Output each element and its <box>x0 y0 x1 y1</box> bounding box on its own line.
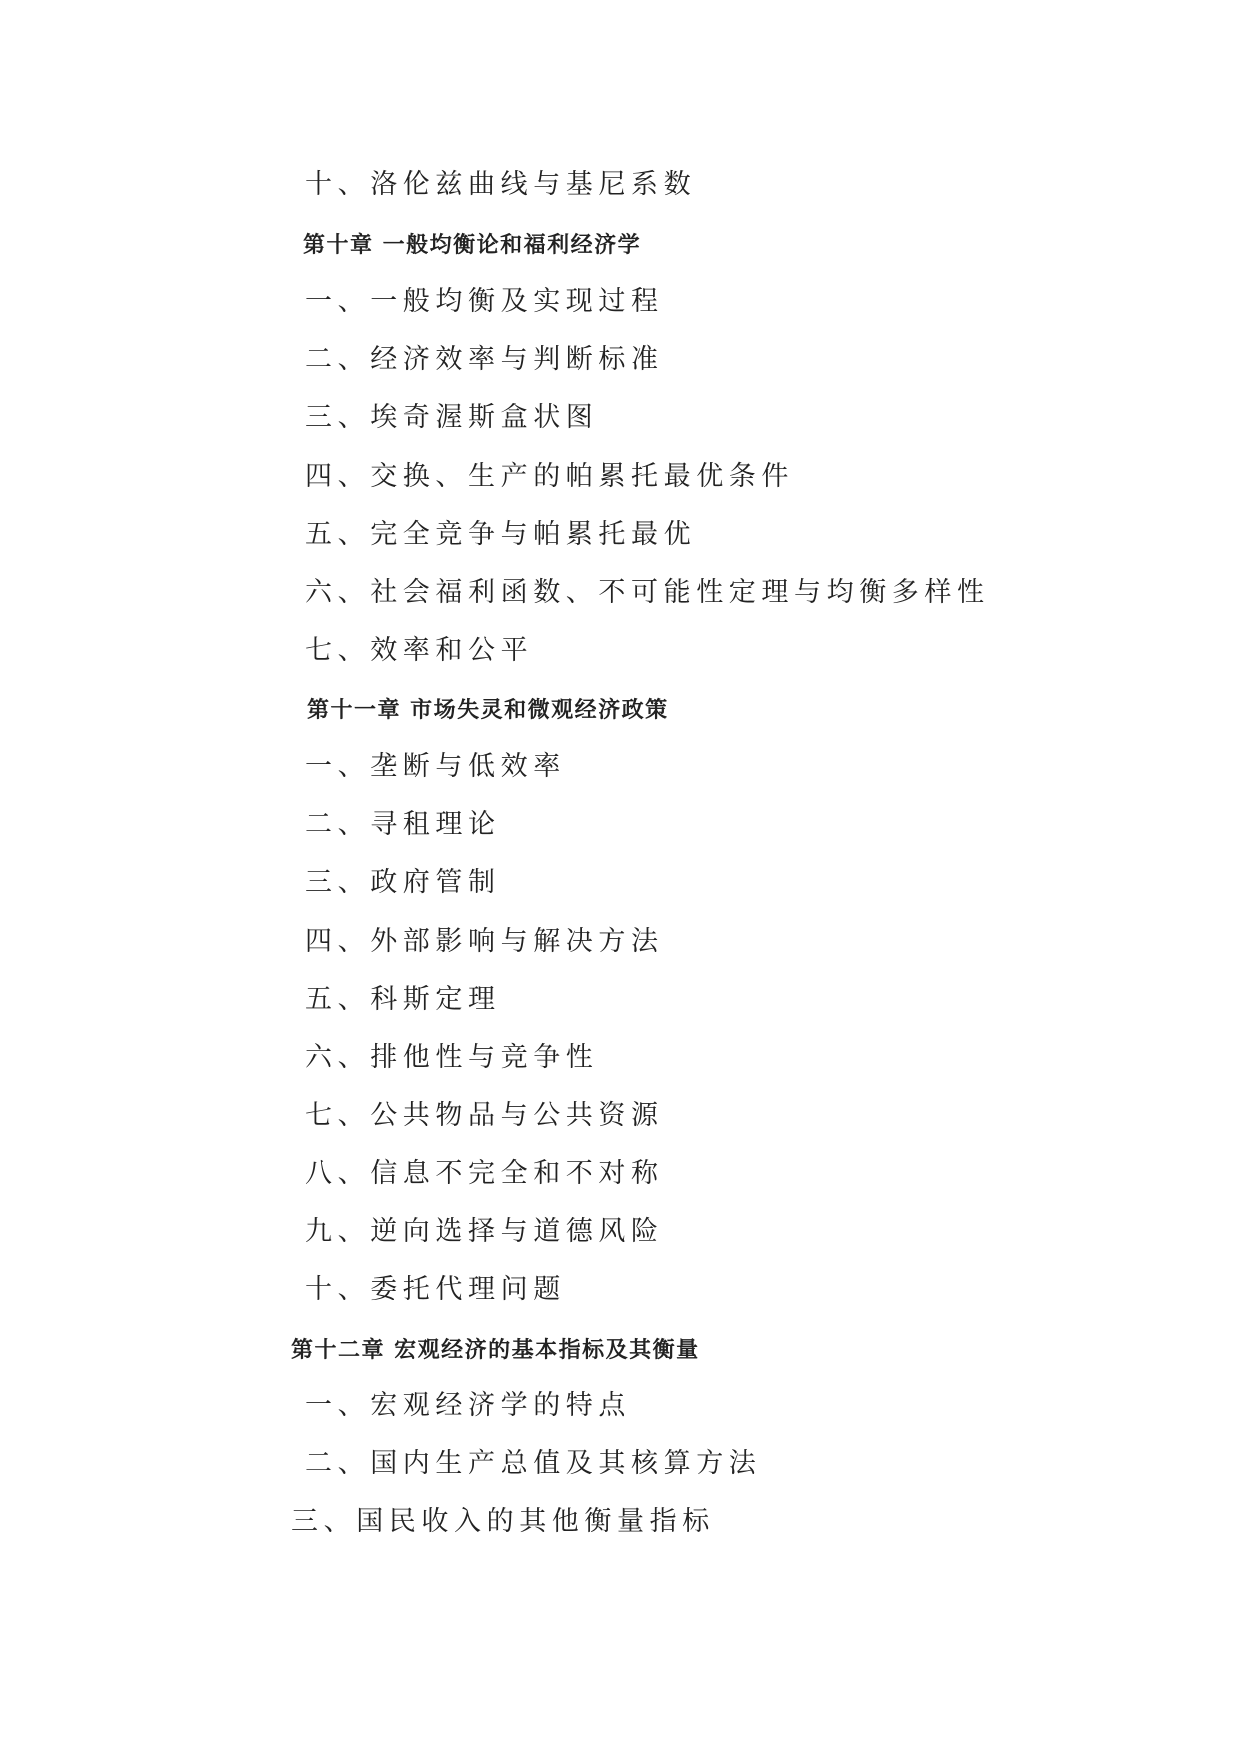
toc-item: 六、社会福利函数、不可能性定理与均衡多样性 <box>305 577 990 608</box>
toc-item: 三、国民收入的其他衡量指标 <box>291 1506 715 1537</box>
toc-item: 七、效率和公平 <box>305 635 534 666</box>
toc-item: 三、埃奇渥斯盒状图 <box>305 402 599 433</box>
toc-item: 五、科斯定理 <box>305 984 501 1015</box>
toc-item: 一、一般均衡及实现过程 <box>305 286 664 317</box>
chapter-heading: 第十一章 市场失灵和微观经济政策 <box>307 697 669 723</box>
toc-item: 五、完全竞争与帕累托最优 <box>305 519 697 550</box>
toc-item: 七、公共物品与公共资源 <box>305 1100 664 1131</box>
toc-item: 一、垄断与低效率 <box>305 751 566 782</box>
toc-item: 二、寻租理论 <box>305 809 501 840</box>
toc-item: 六、排他性与竞争性 <box>305 1042 599 1073</box>
toc-item: 十、委托代理问题 <box>305 1274 566 1305</box>
toc-item: 二、国内生产总值及其核算方法 <box>305 1448 762 1479</box>
toc-item: 九、逆向选择与道德风险 <box>305 1216 664 1247</box>
toc-item: 十、洛伦兹曲线与基尼系数 <box>305 169 697 200</box>
toc-item: 一、宏观经济学的特点 <box>305 1390 631 1421</box>
chapter-heading: 第十二章 宏观经济的基本指标及其衡量 <box>291 1337 700 1363</box>
toc-item: 八、信息不完全和不对称 <box>305 1158 664 1189</box>
toc-item: 四、外部影响与解决方法 <box>305 926 664 957</box>
toc-item: 四、交换、生产的帕累托最优条件 <box>305 461 794 492</box>
chapter-heading: 第十章 一般均衡论和福利经济学 <box>303 232 642 258</box>
toc-item: 三、政府管制 <box>305 867 501 898</box>
toc-item: 二、经济效率与判断标准 <box>305 344 664 375</box>
